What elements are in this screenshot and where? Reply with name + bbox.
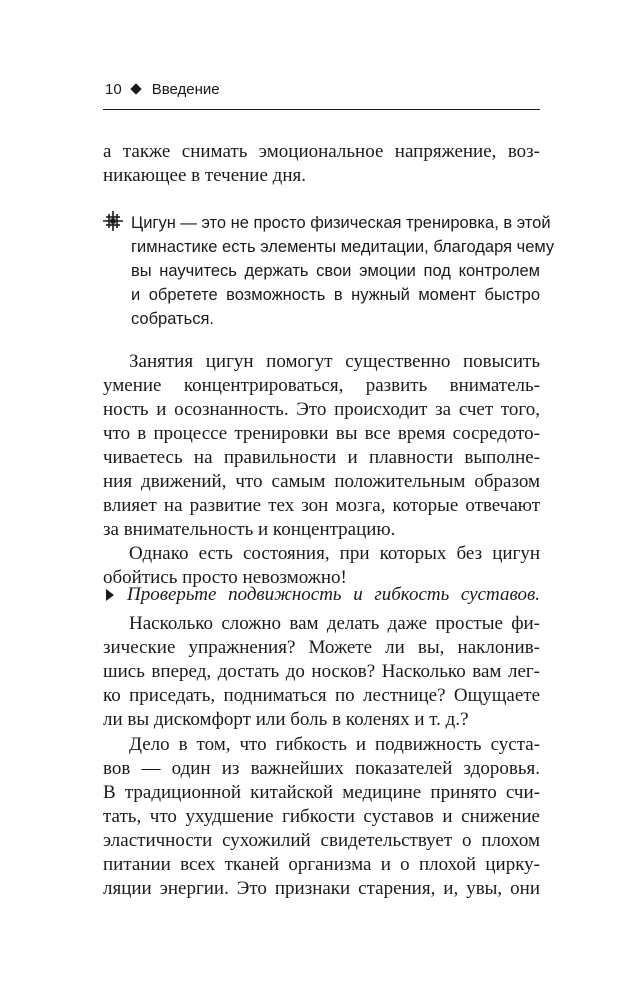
text-line: за внимательность и концентрацию. (103, 519, 396, 540)
text-line: влияет на развитие тех зон мозга, которые отвечают (103, 495, 540, 516)
running-header (105, 78, 220, 100)
text-line: Насколько сложно вам делать даже простые фи- (129, 613, 540, 634)
text-line: умение концентрироваться, развить вниматель- (103, 375, 540, 396)
text-line: чиваетесь на правильности и плавности выполне- (103, 447, 540, 468)
tip-line: гимнастике есть элементы медитации, благодаря чему (131, 238, 555, 256)
bullet-text: Проверьте подвижность и гибкость суставов. (127, 584, 540, 605)
text-line: ляции энергии. Это признаки старения, и, увы, они (103, 878, 540, 899)
text-line: ния движений, что самым положительным образом (103, 471, 540, 492)
text-line: Дело в том, что гибкость и подвижность суста- (129, 734, 540, 755)
tip-line: и обретете возможность в нужный момент быстро (131, 286, 540, 304)
diamond-separator-icon (130, 83, 141, 94)
tip-line: Цигун — это не просто физическая тренировка, в этой (131, 214, 551, 232)
triangle-bullet-icon (106, 589, 114, 601)
text-line: ко приседать, подниматься по лестнице? Ощущаете (103, 685, 540, 706)
text-line: обойтись просто невозможно! (103, 567, 347, 588)
text-line: питании всех тканей организма и о плохой цирку- (103, 854, 540, 875)
text-line: ли вы дискомфорт или боль в коленях и т. д.? (103, 709, 469, 730)
text-line: Занятия цигун помогут существенно повысить (129, 351, 540, 372)
header-rule (103, 109, 540, 110)
page-number: 10 (105, 80, 122, 98)
tip-line: вы научитесь держать свои эмоции под контролем (131, 262, 540, 280)
text-line: что в процессе тренировки вы все время сосредото- (103, 423, 540, 444)
text-line: тать, что ухудшение гибкости суставов и снижение (103, 806, 540, 827)
text-line: шись вперед, достать до носков? Насколько вам лег- (103, 661, 540, 682)
text-line: Однако есть состояния, при которых без цигун (129, 543, 540, 564)
section-title: Введение (151, 80, 220, 98)
tip-line: собраться. (131, 310, 214, 328)
text-line: вов — один из важнейших показателей здоровья. (103, 758, 540, 779)
text-line: эластичности сухожилий свидетельствует о плохом (103, 830, 540, 851)
text-line: ность и осознанность. Это происходит за счет того, (103, 399, 540, 420)
text-line: зические упражнения? Можете ли вы, наклонив- (103, 637, 540, 658)
text-line: а также снимать эмоциональное напряжение, воз- (103, 141, 540, 162)
text-line: В традиционной китайской медицине принято счи- (103, 782, 540, 803)
ornament-icon (102, 210, 124, 232)
text-line: никающее в течение дня. (103, 165, 306, 186)
